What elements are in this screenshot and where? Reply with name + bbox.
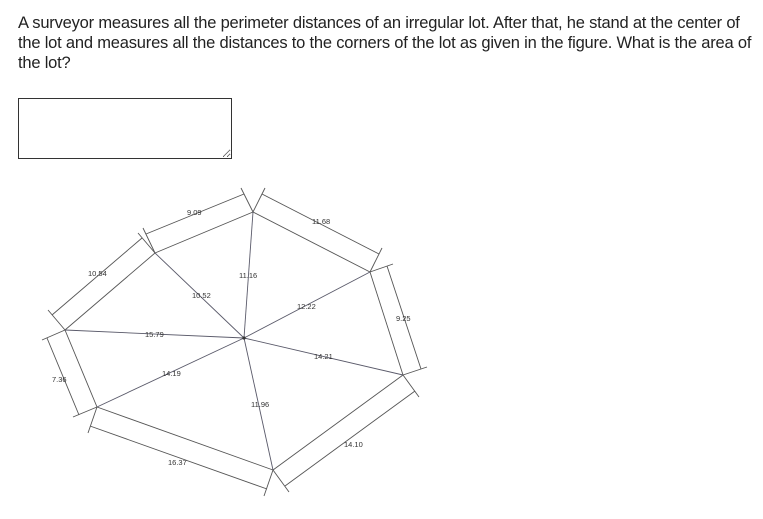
label-center-10-52: 10.52 [192, 291, 211, 300]
center-to-corner-lines [65, 212, 403, 470]
label-side-16-37: 16.37 [168, 458, 187, 467]
label-center-12-22: 12.22 [297, 302, 316, 311]
label-side-9-25: 9.25 [396, 314, 411, 323]
label-side-7-36: 7.36 [52, 375, 67, 384]
label-side-14-10: 14.10 [344, 440, 363, 449]
label-side-11-68: 11.68 [312, 217, 331, 226]
question-text: A surveyor measures all the perimeter distances of an irregular lot. After that, he stand at the center of the lot and measures all the distances to the corners of the lot as given in the figure. What is the area of the lot? [18, 14, 752, 72]
label-center-14-21: 14.21 [314, 352, 333, 361]
label-center-11-16: 11.16 [239, 271, 258, 280]
center-point [242, 336, 245, 339]
lot-perimeter [65, 212, 403, 470]
label-center-11-96: 11.96 [251, 400, 270, 409]
label-center-14-19: 14.19 [162, 369, 181, 378]
label-side-9-09: 9.09 [187, 208, 202, 217]
label-center-15-79: 15.79 [145, 330, 164, 339]
label-side-10-54: 10.54 [88, 269, 107, 278]
